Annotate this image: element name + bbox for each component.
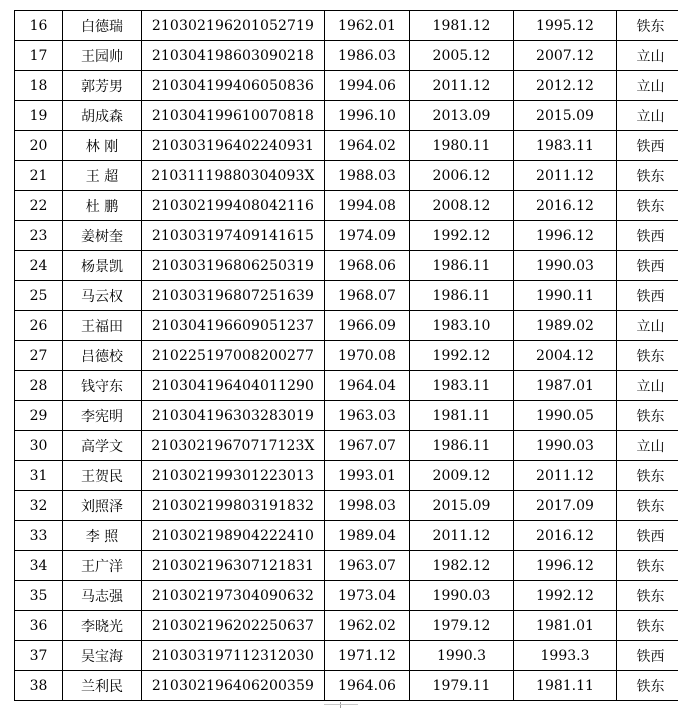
name-cell: 王福田: [63, 311, 142, 341]
id-number-cell: 210225197008200277: [142, 341, 325, 371]
id-number-cell: 210302199803191832: [142, 491, 325, 521]
row-number-cell: 38: [15, 671, 63, 701]
work-start-date-cell: 1981.12: [410, 11, 514, 41]
work-start-date-cell: 2005.12: [410, 41, 514, 71]
table-row: [15, 401, 678, 431]
date-cell: 1981.01: [514, 611, 617, 641]
work-start-date-cell: 1981.11: [410, 401, 514, 431]
name-cell: 王园帅: [63, 41, 142, 71]
table-row: [15, 671, 678, 701]
row-number-cell: 24: [15, 251, 63, 281]
birth-date-cell: 1993.01: [325, 461, 410, 491]
birth-date-cell: 1998.03: [325, 491, 410, 521]
table-row: [15, 11, 678, 41]
table-row: [15, 611, 678, 641]
birth-date-cell: 1964.02: [325, 131, 410, 161]
work-start-date-cell: 2008.12: [410, 191, 514, 221]
id-number-cell: 210302198904222410: [142, 521, 325, 551]
name-cell: 杨景凯: [63, 251, 142, 281]
district-cell: 铁东: [617, 11, 678, 41]
date-cell: 1983.11: [514, 131, 617, 161]
birth-date-cell: 1967.07: [325, 431, 410, 461]
birth-date-cell: 1989.04: [325, 521, 410, 551]
id-number-cell: 210304196609051237: [142, 311, 325, 341]
id-number-cell: 210302199408042116: [142, 191, 325, 221]
date-cell: 2017.09: [514, 491, 617, 521]
table-row: [15, 191, 678, 221]
date-cell: 1990.03: [514, 431, 617, 461]
work-start-date-cell: 1983.10: [410, 311, 514, 341]
id-number-cell: 210303197409141615: [142, 221, 325, 251]
name-cell: 王广洋: [63, 551, 142, 581]
table-row: [15, 281, 678, 311]
date-cell: 1993.3: [514, 641, 617, 671]
birth-date-cell: 1966.09: [325, 311, 410, 341]
table-row: [15, 131, 678, 161]
date-cell: 2011.12: [514, 461, 617, 491]
date-cell: 1990.05: [514, 401, 617, 431]
id-number-cell: 210304199610070818: [142, 101, 325, 131]
id-number-cell: 210303196806250319: [142, 251, 325, 281]
table-row: [15, 341, 678, 371]
personnel-table: [14, 10, 678, 701]
row-number-cell: 34: [15, 551, 63, 581]
district-cell: 铁东: [617, 191, 678, 221]
name-cell: 钱守东: [63, 371, 142, 401]
id-number-cell: 21031119880304093X: [142, 161, 325, 191]
work-start-date-cell: 1990.03: [410, 581, 514, 611]
name-cell: 马志强: [63, 581, 142, 611]
date-cell: 1990.03: [514, 251, 617, 281]
row-number-cell: 26: [15, 311, 63, 341]
district-cell: 立山: [617, 311, 678, 341]
id-number-cell: 210302196202250637: [142, 611, 325, 641]
table-row: [15, 71, 678, 101]
work-start-date-cell: 2011.12: [410, 71, 514, 101]
name-cell: 吕德校: [63, 341, 142, 371]
district-cell: 立山: [617, 101, 678, 131]
id-number-cell: 210302196307121831: [142, 551, 325, 581]
name-cell: 王贺民: [63, 461, 142, 491]
date-cell: 1992.12: [514, 581, 617, 611]
row-number-cell: 33: [15, 521, 63, 551]
birth-date-cell: 1973.04: [325, 581, 410, 611]
id-number-cell: 210302196201052719: [142, 11, 325, 41]
date-cell: 1996.12: [514, 551, 617, 581]
date-cell: 1990.11: [514, 281, 617, 311]
district-cell: 铁西: [617, 521, 678, 551]
work-start-date-cell: 2009.12: [410, 461, 514, 491]
table-row: [15, 581, 678, 611]
row-number-cell: 19: [15, 101, 63, 131]
birth-date-cell: 1974.09: [325, 221, 410, 251]
table-row: [15, 101, 678, 131]
work-start-date-cell: 2013.09: [410, 101, 514, 131]
name-cell: 白德瑞: [63, 11, 142, 41]
table-body: [15, 11, 678, 701]
name-cell: 李 照: [63, 521, 142, 551]
table-row: [15, 491, 678, 521]
date-cell: 2004.12: [514, 341, 617, 371]
name-cell: 马云权: [63, 281, 142, 311]
row-number-cell: 31: [15, 461, 63, 491]
row-number-cell: 29: [15, 401, 63, 431]
birth-date-cell: 1970.08: [325, 341, 410, 371]
date-cell: 2015.09: [514, 101, 617, 131]
name-cell: 姜树奎: [63, 221, 142, 251]
name-cell: 郭芳男: [63, 71, 142, 101]
id-number-cell: 210302197304090632: [142, 581, 325, 611]
district-cell: 立山: [617, 431, 678, 461]
id-number-cell: 210303196807251639: [142, 281, 325, 311]
table-row: [15, 161, 678, 191]
name-cell: 李晓光: [63, 611, 142, 641]
work-start-date-cell: 1983.11: [410, 371, 514, 401]
id-number-cell: 210304196404011290: [142, 371, 325, 401]
row-number-cell: 37: [15, 641, 63, 671]
work-start-date-cell: 2015.09: [410, 491, 514, 521]
work-start-date-cell: 1986.11: [410, 431, 514, 461]
name-cell: 吴宝海: [63, 641, 142, 671]
district-cell: 立山: [617, 71, 678, 101]
row-number-cell: 22: [15, 191, 63, 221]
id-number-cell: 210303196402240931: [142, 131, 325, 161]
district-cell: 铁东: [617, 671, 678, 701]
work-start-date-cell: 1986.11: [410, 281, 514, 311]
district-cell: 铁东: [617, 401, 678, 431]
work-start-date-cell: 1986.11: [410, 251, 514, 281]
district-cell: 铁东: [617, 341, 678, 371]
birth-date-cell: 1962.02: [325, 611, 410, 641]
birth-date-cell: 1963.03: [325, 401, 410, 431]
name-cell: 兰利民: [63, 671, 142, 701]
birth-date-cell: 1994.06: [325, 71, 410, 101]
work-start-date-cell: 1992.12: [410, 221, 514, 251]
name-cell: 高学文: [63, 431, 142, 461]
work-start-date-cell: 2006.12: [410, 161, 514, 191]
name-cell: 林 刚: [63, 131, 142, 161]
birth-date-cell: 1963.07: [325, 551, 410, 581]
date-cell: 1989.02: [514, 311, 617, 341]
birth-date-cell: 1964.04: [325, 371, 410, 401]
row-number-cell: 27: [15, 341, 63, 371]
date-cell: 1996.12: [514, 221, 617, 251]
birth-date-cell: 1968.07: [325, 281, 410, 311]
district-cell: 立山: [617, 41, 678, 71]
row-number-cell: 30: [15, 431, 63, 461]
district-cell: 铁东: [617, 611, 678, 641]
id-number-cell: 210302196406200359: [142, 671, 325, 701]
id-number-cell: 210304199406050836: [142, 71, 325, 101]
table-row: [15, 221, 678, 251]
id-number-cell: 210302199301223013: [142, 461, 325, 491]
row-number-cell: 16: [15, 11, 63, 41]
birth-date-cell: 1996.10: [325, 101, 410, 131]
work-start-date-cell: 1992.12: [410, 341, 514, 371]
birth-date-cell: 1994.08: [325, 191, 410, 221]
birth-date-cell: 1986.03: [325, 41, 410, 71]
district-cell: 铁西: [617, 251, 678, 281]
table-row: [15, 431, 678, 461]
work-start-date-cell: 2011.12: [410, 521, 514, 551]
birth-date-cell: 1964.06: [325, 671, 410, 701]
district-cell: 铁东: [617, 491, 678, 521]
date-cell: 2007.12: [514, 41, 617, 71]
row-number-cell: 20: [15, 131, 63, 161]
district-cell: 铁西: [617, 221, 678, 251]
row-number-cell: 21: [15, 161, 63, 191]
district-cell: 铁东: [617, 461, 678, 491]
name-cell: 王 超: [63, 161, 142, 191]
date-cell: 2016.12: [514, 521, 617, 551]
row-number-cell: 32: [15, 491, 63, 521]
district-cell: 铁东: [617, 581, 678, 611]
table-row: [15, 461, 678, 491]
district-cell: 铁西: [617, 641, 678, 671]
birth-date-cell: 1968.06: [325, 251, 410, 281]
id-number-cell: 21030219670717123X: [142, 431, 325, 461]
table-row: [15, 641, 678, 671]
date-cell: 2016.12: [514, 191, 617, 221]
name-cell: 刘照泽: [63, 491, 142, 521]
date-cell: 1981.11: [514, 671, 617, 701]
district-cell: 铁东: [617, 551, 678, 581]
work-start-date-cell: 1990.3: [410, 641, 514, 671]
date-cell: 1987.01: [514, 371, 617, 401]
work-start-date-cell: 1979.12: [410, 611, 514, 641]
row-number-cell: 18: [15, 71, 63, 101]
district-cell: 立山: [617, 371, 678, 401]
row-number-cell: 35: [15, 581, 63, 611]
row-number-cell: 36: [15, 611, 63, 641]
id-number-cell: 210304198603090218: [142, 41, 325, 71]
table-row: [15, 371, 678, 401]
district-cell: 铁西: [617, 131, 678, 161]
work-start-date-cell: 1980.11: [410, 131, 514, 161]
id-number-cell: 210303197112312030: [142, 641, 325, 671]
name-cell: 李宪明: [63, 401, 142, 431]
row-number-cell: 23: [15, 221, 63, 251]
work-start-date-cell: 1979.11: [410, 671, 514, 701]
district-cell: 铁西: [617, 281, 678, 311]
page-edge-marker: [324, 704, 358, 705]
row-number-cell: 25: [15, 281, 63, 311]
table-row: [15, 521, 678, 551]
table-row: [15, 551, 678, 581]
date-cell: 1995.12: [514, 11, 617, 41]
row-number-cell: 28: [15, 371, 63, 401]
birth-date-cell: 1988.03: [325, 161, 410, 191]
birth-date-cell: 1962.01: [325, 11, 410, 41]
id-number-cell: 210304196303283019: [142, 401, 325, 431]
name-cell: 杜 鹏: [63, 191, 142, 221]
birth-date-cell: 1971.12: [325, 641, 410, 671]
table-row: [15, 41, 678, 71]
name-cell: 胡成森: [63, 101, 142, 131]
table-row: [15, 311, 678, 341]
date-cell: 2012.12: [514, 71, 617, 101]
row-number-cell: 17: [15, 41, 63, 71]
district-cell: 铁东: [617, 161, 678, 191]
date-cell: 2011.12: [514, 161, 617, 191]
table-row: [15, 251, 678, 281]
page-edge-marker: [340, 702, 341, 708]
work-start-date-cell: 1982.12: [410, 551, 514, 581]
